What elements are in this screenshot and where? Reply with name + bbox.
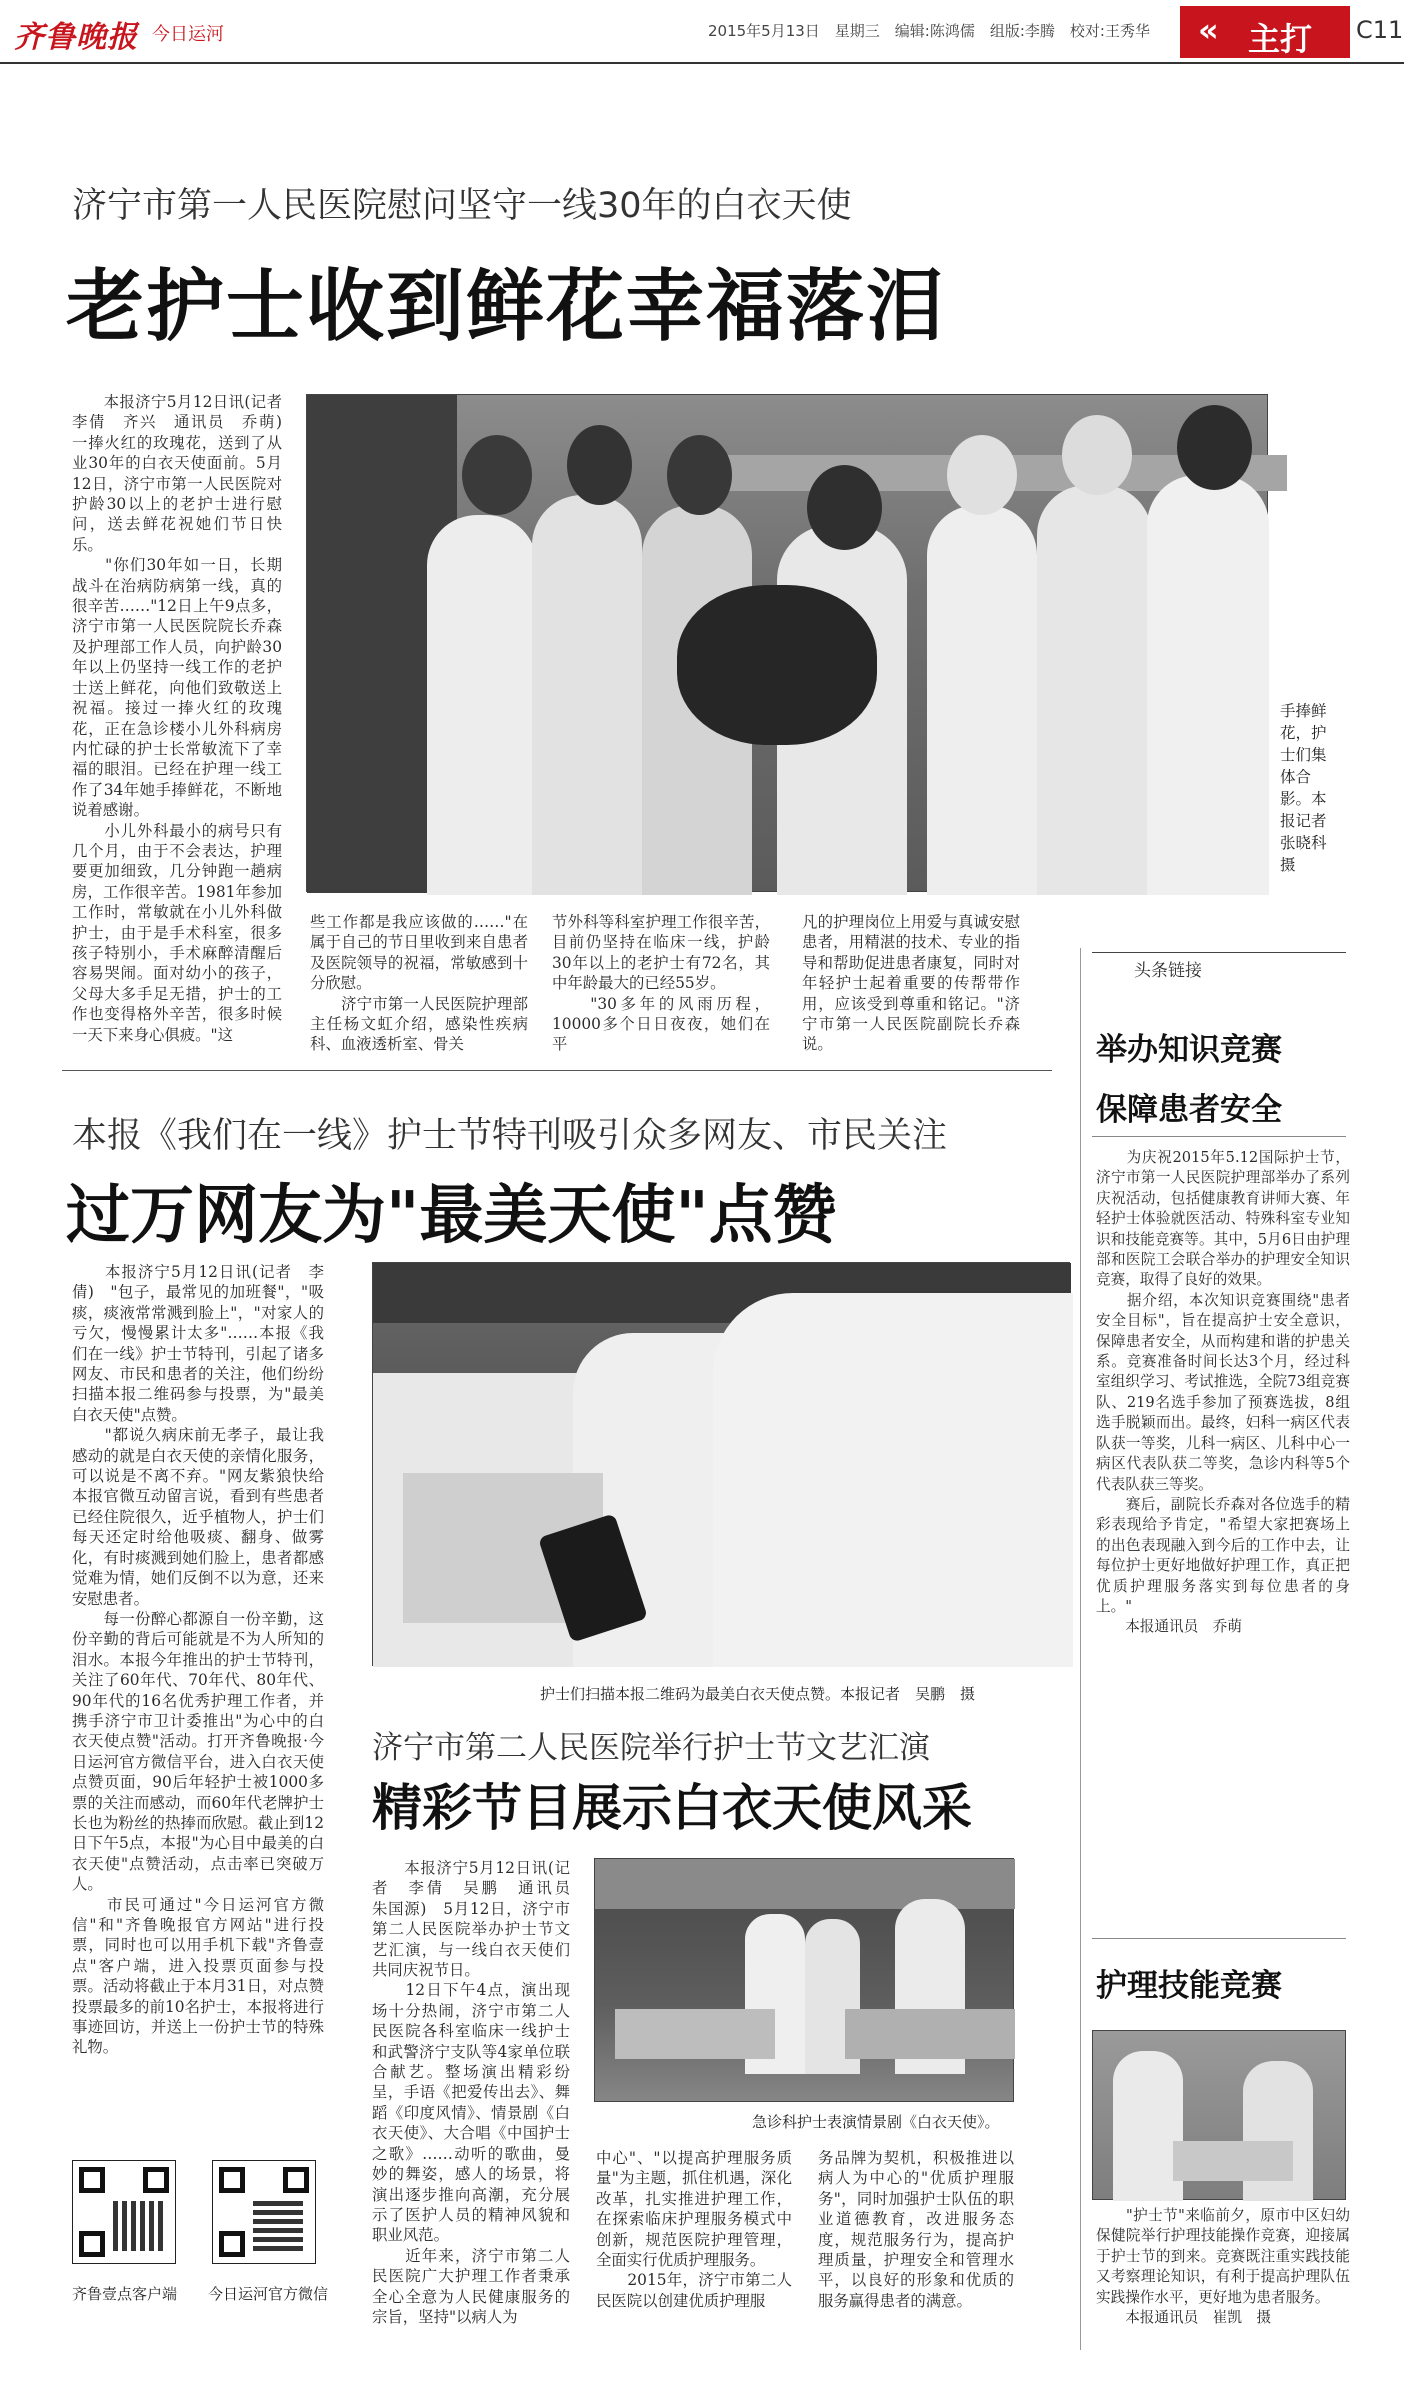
article3-col3: 务品牌为契机，积极推进以病人为中心的"优质护理服务"，同时加强护士队伍的职业道德教育，改进服务态度，规范服务行为，提高护理质量，护理安全和管理水平，以良好的形象和优质的服务赢得患者的满意。 xyxy=(818,2149,1014,2310)
article1-headline: 老护士收到鲜花幸福落泪 xyxy=(66,262,947,352)
double-chevron-icon: « xyxy=(1198,11,1219,49)
qr-code-wechat[interactable] xyxy=(212,2160,316,2264)
article3-kicker: 济宁市第二人民医院举行护士节文艺汇演 xyxy=(372,1730,930,1766)
sidebar-label: 头条链接 xyxy=(1134,961,1202,981)
article1-col4: 凡的护理岗位上用爱与真诚安慰患者，用精湛的技术、专业的指导和帮助促进患者康复，同时对年轻护士起着重要的传帮带作用，应该受到尊重和铭记。"济宁市第一人民医院副院长乔森说。 xyxy=(802,913,1020,1054)
article2-col1: 本报济宁5月12日讯(记者 李倩) "包子，最常见的加班餐"，"吸痰，痰液常常溅到脸上"，"对家人的亏欠，慢慢累计太多"……本报《我们在一线》护士节特刊，引起了诸多网友、市民和患者的关注，他们纷纷扫描本报二维码参与投票，为"最美白衣天使"点赞。 "都说久病床前无孝子，最让我感动的就是白衣天使的亲情化服务，可以说是不离不弃。"网友紫狼快给本报官微互动留言说，看到有些患者已经住院很久，近乎植物人，护士们每天还定时给他吸痰、翻身、做雾化，有时痰溅到她们脸上，患者都感觉难为情，她们反倒不以为意，还来安慰患者。 每一份醉心都源自一份辛勤，这份辛勤的背后可能就是不为人所知的泪水。本报今年推出的护士节特刊，关注了60年代、70年代、80年代、90年代的16名优秀护理工作者，并携手济宁市卫计委推出"为心中的白衣天使点赞"活动。打开齐鲁晚报·今日运河官方微信平台，进入白衣天使点赞页面，90后年轻护士被1000多票的关注而感动，而60年代老牌护士长也为粉丝的热捧而欣慰。截止到12日下午5点，本报"为心目中最美的白衣天使"点赞活动，点击率已突破万人。 市民可通过"今日运河官方微信"和"齐鲁晚报官方网站"进行投票，同时也可以用手机下载"齐鲁壹点"客户端，进入投票页面参与投票。活动将截止于本月31日，对点赞投票最多的前10名护士，本报将进行事迹回访，并送上一份护士节的特殊礼物。 xyxy=(72,1263,324,2057)
section-tag xyxy=(1180,6,1350,58)
sidebar-photo-caption: "护士节"来临前夕，原市中区妇幼保健院举行护理技能操作竞赛，迎接属于护士节的到来。竞赛既注重实践技能又考察理论知识，有利于提高护理队伍实践操作水平，更好地为患者服务。 本报通讯员 崔凯 摄 xyxy=(1096,2207,1350,2327)
article3-photo xyxy=(594,1858,1014,2102)
article2-kicker: 本报《我们在一线》护士节特刊吸引众多网友、市民关注 xyxy=(72,1116,948,1156)
sidebar-headline-1: 举办知识竞赛 xyxy=(1096,1032,1282,1068)
article2-photo-caption: 护士们扫描本报二维码为最美白衣天使点赞。本报记者 吴鹏 摄 xyxy=(540,1685,976,1703)
sidebar-body: 为庆祝2015年5.12国际护士节，济宁市第一人民医院护理部举办了系列庆祝活动，包括健康教育讲师大赛、年轻护士体验就医活动、特殊科室专业知识和技能竞赛等。其中，5月6日由护理部和医院工会联合举办的护理安全知识竞赛，取得了良好的效果。 据介绍，本次知识竞赛围绕"患者安全目标"，旨在提高护士安全意识，保障患者安全，从而构建和谐的护患关系。竞赛准备时间长达3个月，经过科室组织学习、考试推选，全院73组竞赛队、219名选手参加了预赛选拔，8组选手脱颖而出。最终，妇科一病区代表队获一等奖，儿科一病区、儿科中心一病区代表队获二等奖，急诊内科等5个代表队获三等奖。 赛后，副院长乔森对各位选手的精彩表现给予肯定，"希望大家把赛场上的出色表现融入到今后的工作中去，让每位护士更好地做好护理工作，真正把优质护理服务落实到每位患者的身上。" 本报通讯员 乔萌 xyxy=(1096,1149,1350,1636)
article2-headline: 过万网友为"最美天使"点赞 xyxy=(66,1179,837,1253)
sidebar-headline-3: 护理技能竞赛 xyxy=(1096,1968,1282,2004)
article1-photo xyxy=(306,394,1268,892)
sidebar-photo xyxy=(1092,2030,1346,2200)
article1-col2: 些工作都是我应该做的……"在属于自己的节日里收到来自患者及医院领导的祝福，常敏感到十分欣慰。 济宁市第一人民医院护理部主任杨文虹介绍，感染性疾病科、血液透析室、骨关 xyxy=(310,913,528,1054)
article2-photo xyxy=(372,1262,1070,1666)
page-number: C11 xyxy=(1356,16,1404,44)
qr-code-client[interactable] xyxy=(72,2160,176,2264)
sidebar-headline-2: 保障患者安全 xyxy=(1096,1092,1282,1128)
masthead xyxy=(0,0,1404,70)
qr-label-wechat: 今日运河官方微信 xyxy=(208,2285,329,2303)
section-name: 今日运河 xyxy=(152,24,224,45)
article1-col3: 节外科等科室护理工作很辛苦，目前仍坚持在临床一线，护龄30年以上的老护士有72名，其中年龄最大的已经55岁。 "30多年的风雨历程，10000多个日日夜夜，她们在平 xyxy=(552,913,770,1054)
article1-col1: 本报济宁5月12日讯(记者 李倩 齐兴 通讯员 乔萌) 一捧火红的玫瑰花，送到了从业30年的白衣天使面前。5月12日，济宁市第一人民医院对护龄30以上的老护士进行慰问，送去鲜花祝她们节日快乐。 "你们30年如一日，长期战斗在治病防病第一线，真的很辛苦……"12日上午9点多，济宁市第一人民医院院长乔森及护理部工作人员，向护龄30年以上仍坚持一线工作的老护士送上鲜花，向他们致敬送上祝福。接过一捧火红的玫瑰花，正在急诊楼小儿外科病房内忙碌的护士长常敏流下了幸福的眼泪。已经在护理一线工作了34年她手捧鲜花，不断地说着感谢。 小儿外科最小的病号只有几个月，由于不会表达，护理要更加细致，几分钟跑一趟病房，工作很辛苦。1981年参加工作时，常敏就在小儿外科做护士，由于是手术科室，很多孩子特别小，手术麻醉清醒后容易哭闹。面对幼小的孩子，父母大多手足无措，护士的工作也变得格外辛苦，很多时候一天下来身心俱疲。"这 xyxy=(72,393,282,1044)
article3-photo-caption: 急诊科护士表演情景剧《白衣天使》。 xyxy=(752,2113,1000,2131)
issue-info: 2015年5月13日 星期三 编辑:陈鸿儒 组版:李腾 校对:王秀华 xyxy=(708,22,1150,40)
qr-label-client: 齐鲁壹点客户端 xyxy=(72,2285,178,2303)
article1-photo-caption: 手捧鲜花，护士们集体合影。本报记者 张晓科 摄 xyxy=(1280,702,1343,874)
article1-kicker: 济宁市第一人民医院慰问坚守一线30年的白衣天使 xyxy=(72,186,852,226)
article3-col1: 本报济宁5月12日讯(记者 李倩 吴鹏 通讯员 朱国源) 5月12日，济宁市第二人民医院举办护士节文艺汇演，与一线白衣天使们共同庆祝节日。 12日下午4点，演出现场十分热闹，济宁市第二人民医院各科室临床一线护士和武警济宁支队等4家单位联合献艺。整场演出精彩纷呈，手语《把爱传出去》、舞蹈《印度风情》、情景剧《白衣天使》、大合唱《中国护士之歌》……动听的歌曲，曼妙的舞姿，感人的场景，将演出逐步推向高潮，充分展示了医护人员的精神风貌和职业风范。 近年来，济宁市第二人民医院广大护理工作者秉承全心全意为人民健康服务的宗旨，坚持"以病人为 xyxy=(372,1859,570,2326)
article3-col2: 中心"、"以提高护理服务质量"为主题，抓住机遇，深化改革，扎实推进护理工作，在探索临床护理服务模式中创新，规范医院护理管理，全面实行优质护理服务。 2015年，济宁市第二人民医院以创建优质护理服 xyxy=(596,2149,792,2310)
section-tag-label: 主打 xyxy=(1248,20,1313,58)
article3-headline: 精彩节目展示白衣天使风采 xyxy=(372,1779,972,1837)
paper-logo: 齐鲁晚报 xyxy=(14,20,138,55)
